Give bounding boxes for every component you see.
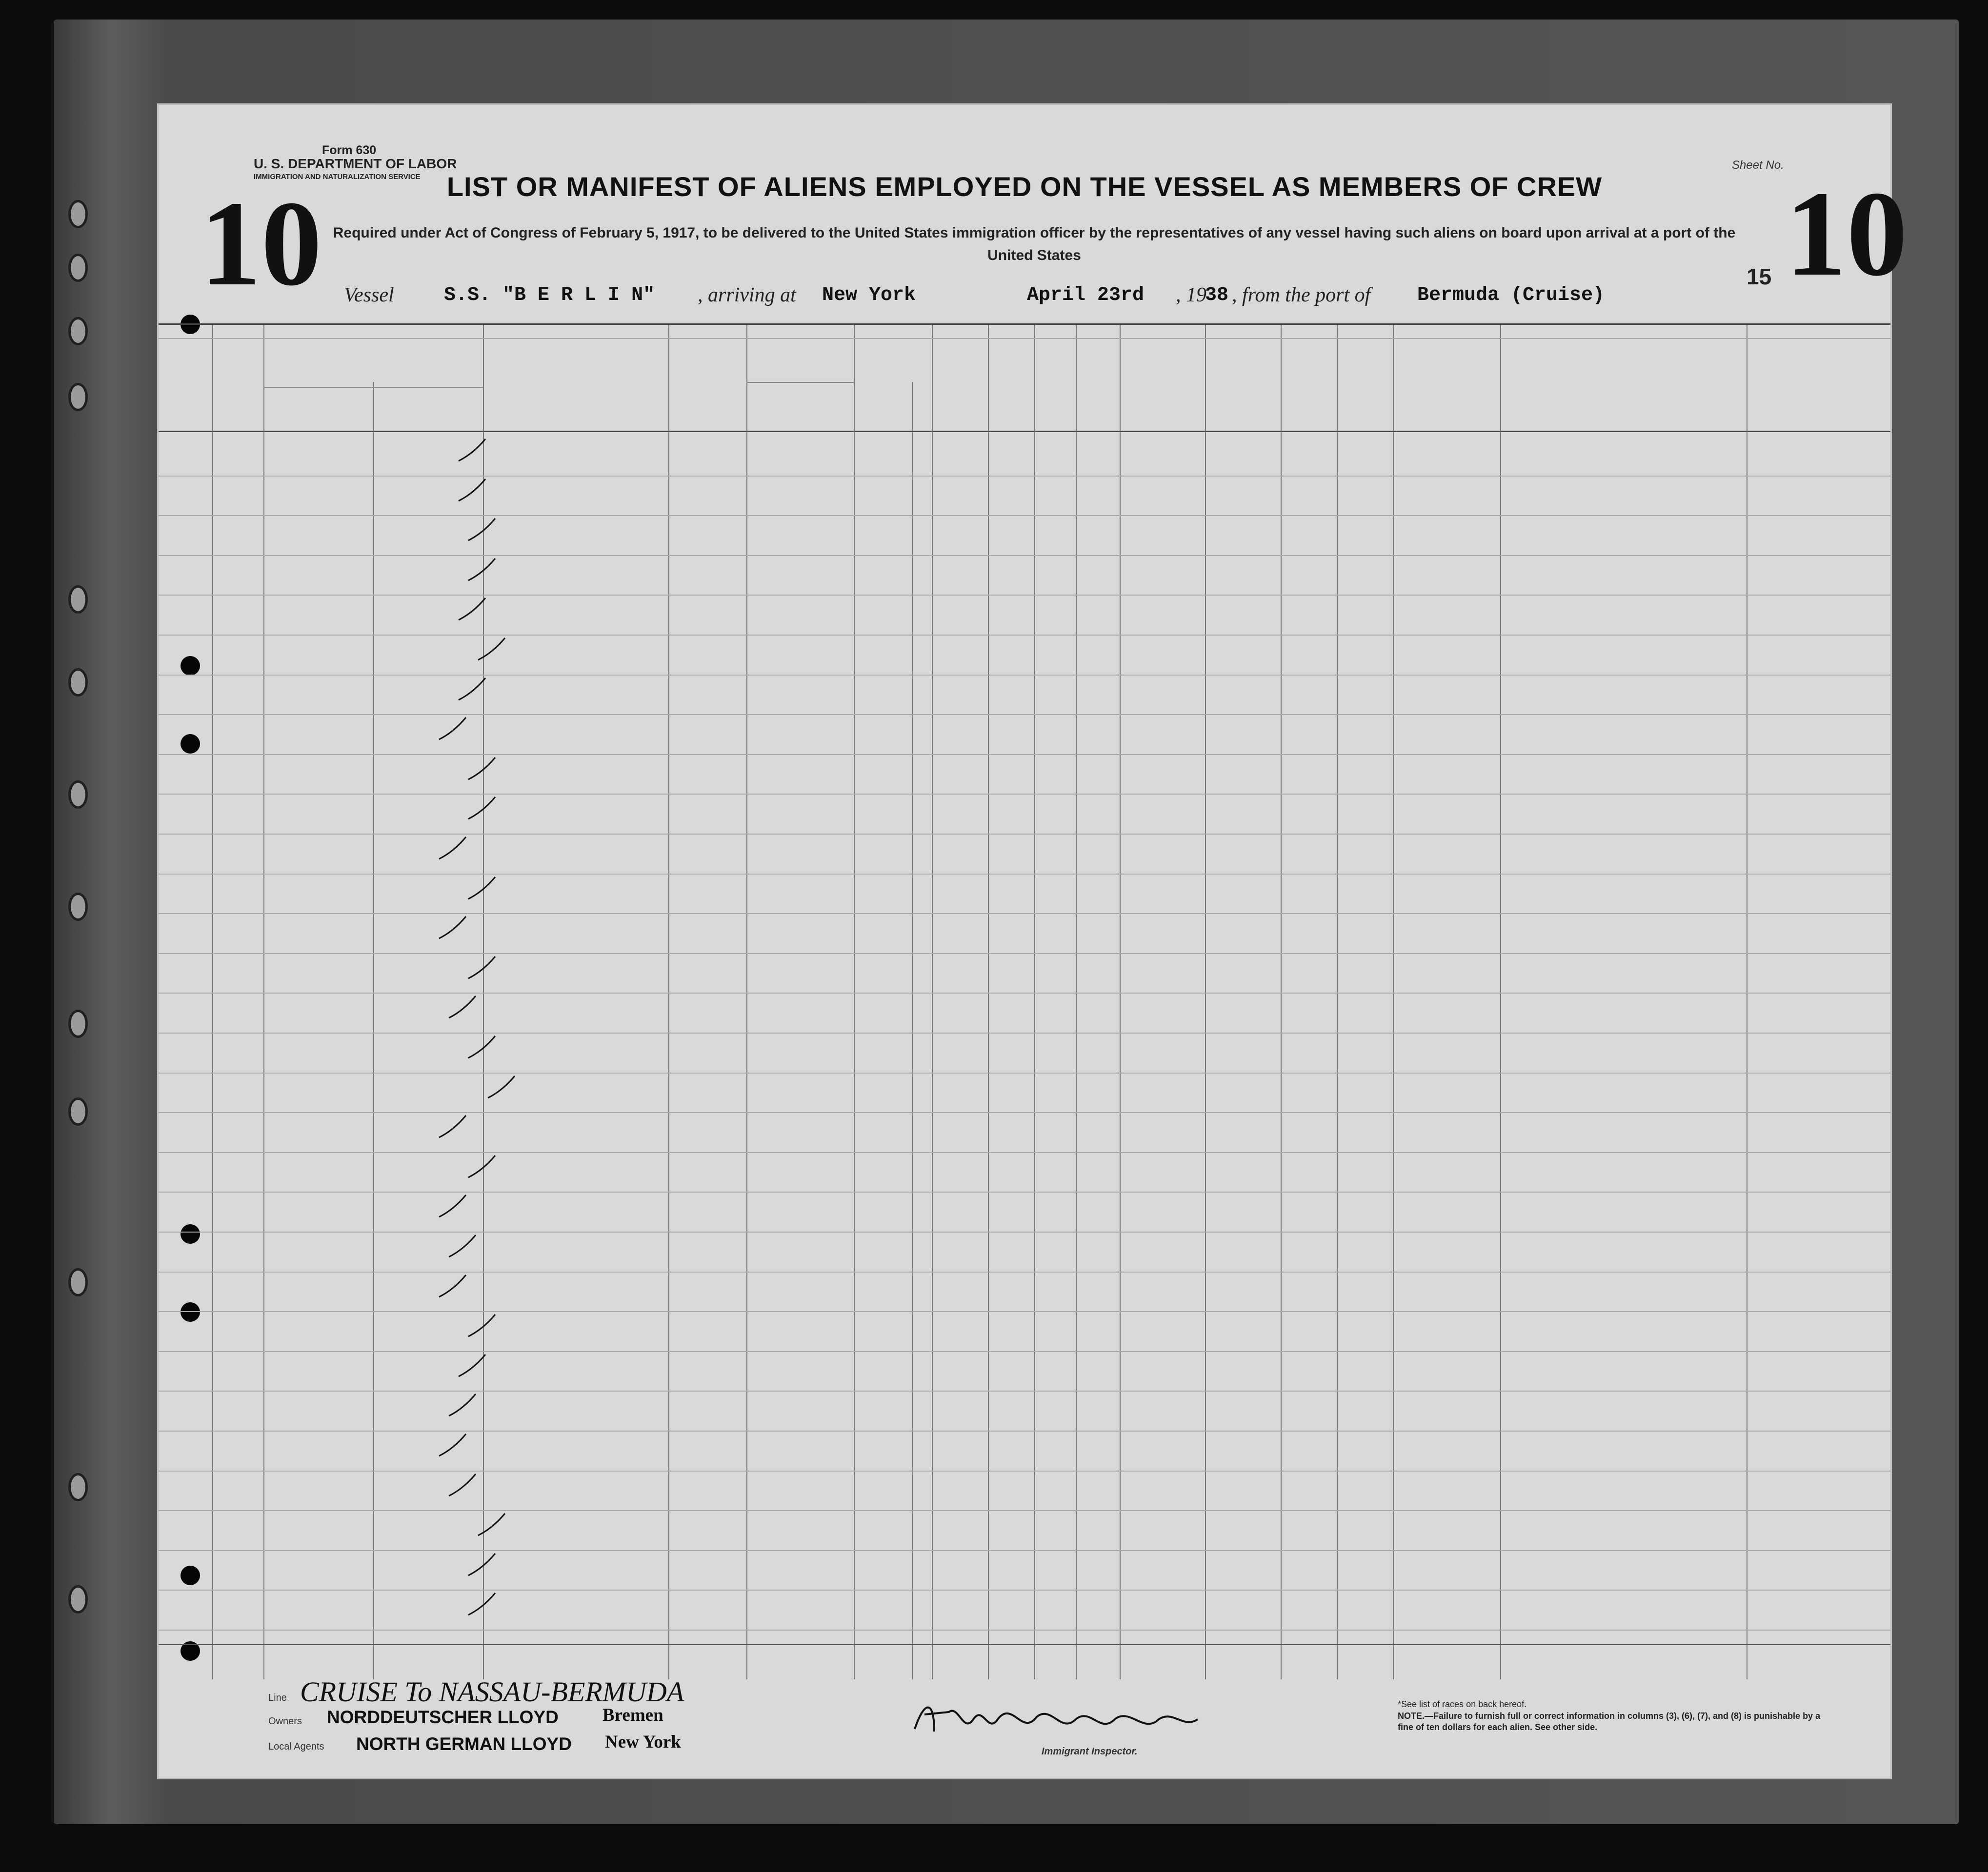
column-rule [668,323,669,1679]
agents-value: NORTH GERMAN LLOYD [356,1734,572,1754]
row-rule [159,675,1890,676]
column-rule [1393,323,1394,1679]
row-rule [159,714,1890,715]
agents-city: New York [605,1732,681,1752]
row-rule [159,1471,1890,1472]
crew-table [159,323,1890,1679]
arrival-date: April 23rd [1027,284,1145,306]
check-tick-icon [466,516,500,545]
check-tick-icon [485,1074,520,1103]
check-tick-icon [456,596,490,625]
row-rule [159,1033,1890,1034]
column-rule [1500,323,1501,1679]
binder-hole [68,1010,88,1038]
owners-city: Bremen [602,1705,663,1725]
row-rule [159,1192,1890,1193]
sheet-number: 15 [1747,264,1772,289]
row-rule [159,1550,1890,1551]
binder-hole [68,383,88,411]
column-subrule [373,382,374,1679]
column-rule [932,323,933,1679]
check-tick-icon [446,1233,481,1262]
row-rule [159,1391,1890,1392]
column-rule [263,323,264,1679]
group-subrule [263,387,483,388]
check-tick-icon [437,1432,471,1461]
group-subrule [746,382,854,383]
binder-hole [68,585,88,614]
binder-hole [68,668,88,697]
penalty-note: NOTE.—Failure to furnish full or correct information in columns (3), (6), (7), and (8) is punishable by a fine of ten dollars for each alien. See other side. [1398,1711,1821,1732]
check-tick-icon [466,1591,500,1620]
row-rule [159,794,1890,795]
row-rule [159,595,1890,596]
from-label: , from the port of [1232,284,1371,306]
column-rule [1337,323,1338,1679]
check-tick-icon [466,1551,500,1580]
row-rule [159,754,1890,755]
check-tick-icon [466,1034,500,1063]
check-tick-icon [456,1352,490,1381]
check-tick-icon [437,1113,471,1142]
check-tick-icon [456,676,490,705]
check-tick-icon [466,755,500,784]
agents-label: Local Agents [268,1741,324,1752]
column-rule [854,323,855,1679]
binder-hole [68,1268,88,1296]
row-rule [159,874,1890,875]
inspector-label: Immigrant Inspector. [1042,1746,1138,1757]
binder-hole [68,1473,88,1501]
vessel-name: S.S. "B E R L I N" [444,284,655,306]
check-tick-icon [437,835,471,864]
binder-hole [68,317,88,345]
page-title: LIST OR MANIFEST OF ALIENS EMPLOYED ON THE VESSEL AS MEMBERS OF CREW [446,171,1603,202]
binder-hole [68,200,88,228]
row-rule [159,515,1890,516]
arriving-port: New York [822,284,916,306]
binder-hole [68,893,88,921]
manifest-page [159,105,1908,1778]
binder-hole [68,254,88,282]
row-rule [159,1630,1890,1631]
year-prefix: , 19 [1176,284,1206,306]
from-port: Bermuda (Cruise) [1417,284,1605,306]
check-tick-icon [476,1511,510,1540]
line-value: CRUISE To NASSAU-BERMUDA [300,1676,684,1708]
row-rule [159,1590,1890,1591]
inspector-signature [905,1690,1246,1744]
binder-hole [68,1585,88,1613]
check-tick-icon [437,914,471,943]
header-number-rule [159,338,1890,339]
check-tick-icon [466,556,500,585]
row-rule [159,1152,1890,1153]
row-rule [159,993,1890,994]
row-rule [159,635,1890,636]
check-tick-icon [476,636,510,665]
row-rule [159,555,1890,556]
list-number-left: 10 [200,176,322,311]
column-rule [212,323,213,1679]
header-bottom-rule [159,431,1890,432]
check-tick-icon [466,954,500,983]
column-rule [1034,323,1035,1679]
check-tick-icon [446,1392,481,1421]
row-rule [159,953,1890,954]
check-tick-icon [456,437,490,466]
line-label: Line [268,1693,287,1703]
check-tick-icon [446,1472,481,1501]
list-number-right: 10 [1786,166,1908,301]
check-tick-icon [437,1193,471,1222]
column-rule [1281,323,1282,1679]
sheet-label: Sheet No. [1732,159,1784,172]
column-rule [1076,323,1077,1679]
row-rule [159,1431,1890,1432]
row-rule [159,1073,1890,1074]
check-tick-icon [466,1312,500,1341]
row-rule [159,1311,1890,1312]
year-suffix: 38 [1205,284,1229,306]
form-number: Form 630 [322,143,377,157]
row-rule [159,1510,1890,1511]
row-rule [159,1351,1890,1352]
check-tick-icon [466,795,500,824]
column-subrule [912,382,913,1679]
row-rule [159,913,1890,914]
binder-hole [68,1097,88,1126]
table-bottom-rule [159,1644,1890,1645]
page-subtitle: Required under Act of Congress of February 5, 1917, to be delivered to the United States immigration officer by the representatives of any vessel having such aliens on board upon arrival at a port of the United States [333,225,1736,263]
binder-hole [68,780,88,809]
service-name: IMMIGRATION AND NATURALIZATION SERVICE [254,173,421,181]
check-tick-icon [437,715,471,744]
row-rule [159,834,1890,835]
row-rule [159,1232,1890,1233]
arriving-label: , arriving at [698,284,796,306]
row-rule [159,1272,1890,1273]
vessel-label: Vessel [344,284,394,306]
column-rule [988,323,989,1679]
check-tick-icon [437,1273,471,1302]
check-tick-icon [466,1153,500,1182]
row-rule [159,1112,1890,1113]
column-rule [1120,323,1121,1679]
owners-label: Owners [268,1716,302,1727]
column-rule [746,323,747,1679]
column-rule [1205,323,1206,1679]
vessel-line [159,280,1890,310]
check-tick-icon [446,994,481,1023]
owners-value: NORDDEUTSCHER LLOYD [327,1707,559,1727]
check-tick-icon [456,477,490,506]
check-tick-icon [466,875,500,904]
department-name: U. S. DEPARTMENT OF LABOR [254,156,457,171]
header-top-rule [159,323,1890,325]
row-rule [159,476,1890,477]
races-note: *See list of races on back hereof. [1398,1699,1527,1709]
